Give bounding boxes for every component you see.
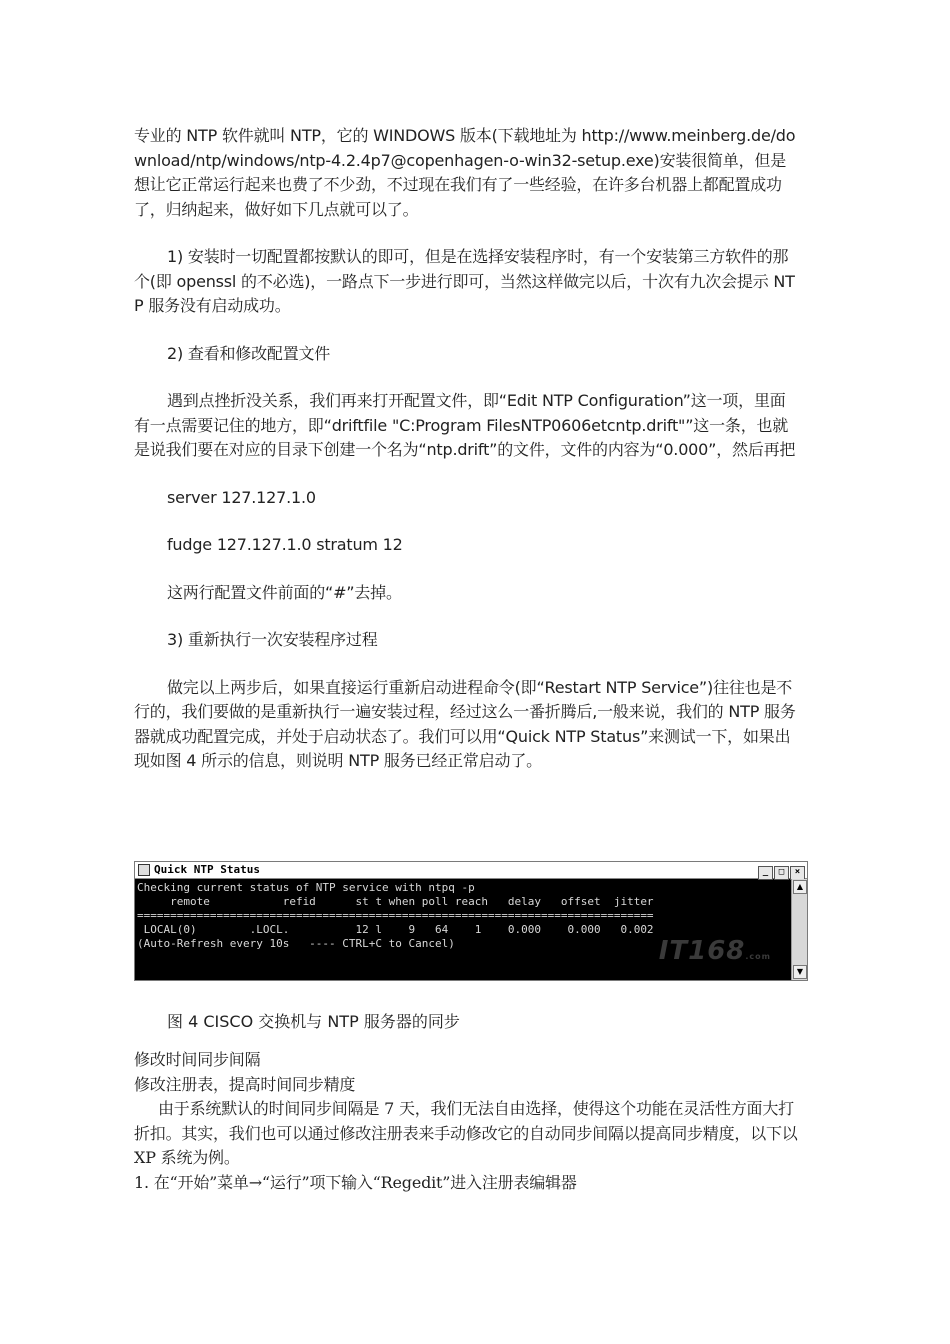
article-body [134, 124, 799, 774]
scroll-down-arrow-icon[interactable]: ▼ [793, 965, 807, 979]
scrollbar[interactable] [791, 879, 807, 980]
section-heading-interval: 修改时间同步间隔 [134, 1050, 261, 1069]
figure-caption: 图 4 CISCO 交换机与 NTP 服务器的同步 [167, 1012, 460, 1031]
console-line-checking: Checking current status of NTP service with ntpq -p [137, 881, 475, 894]
paragraph-remove-hash: 这两行配置文件前面的“#”去掉。 [167, 582, 402, 602]
paragraph-step1: 1) 安装时一切配置都按默认的即可，但是在选择安装程序时，有一个安装第三方软件的那个(即 openssl 的不必选)，一路点下一步进行即可，当然这样做完以后，十次有九次会提示 NTP 服务没有启动成功。 [134, 247, 795, 315]
console-header: remote refid st t when poll reach delay offset jitter [137, 895, 654, 908]
paragraph-intro: 专业的 NTP 软件就叫 NTP，它的 WINDOWS 版本(下载地址为 http://www.meinberg.de/download/ntp/windows/ntp-4.2.4p7@copenhagen-o-win32-setup.exe)安装很简单，但是想让它正常运行起来也费了不少劲，不过现在我们有了一些经验，在许多台机器上都配置成功了，归纳起来，做好如下几点就可以了。 [134, 126, 796, 219]
paragraph-restart: 做完以上两步后，如果直接运行重新启动进程命令(即“Restart NTP Service”)往往也是不行的，我们要做的是重新执行一遍安装过程，经过这么一番折腾后,一般来说，我们的 NTP 服务器就成功配置完成，并处于启动状态了。我们可以用“Quick NTP Status”来测试一下，如果出现如图 4 所示的信息，则说明 NTP 服务已经正常启动了。 [134, 677, 796, 770]
console-icon [138, 864, 150, 876]
console-divider: ============================================================================== [137, 909, 654, 922]
quick-ntp-status-window [134, 861, 808, 981]
registry-section [134, 1048, 799, 1195]
paragraph-regedit-step: 1. 在“开始”菜单→“运行”项下输入“Regedit”进入注册表编辑器 [134, 1172, 577, 1192]
scroll-up-arrow-icon[interactable]: ▲ [793, 880, 807, 894]
maximize-button[interactable]: □ [774, 866, 789, 880]
window-title: Quick NTP Status [154, 863, 260, 876]
it168-watermark: IT168.com [658, 936, 771, 966]
paragraph-step2-heading: 2) 查看和修改配置文件 [167, 343, 331, 363]
paragraph-step3-heading: 3) 重新执行一次安装程序过程 [167, 630, 378, 649]
config-line-server: server 127.127.1.0 [167, 487, 316, 507]
paragraph-config: 遇到点挫折没关系，我们再来打开配置文件，即“Edit NTP Configuration”这一项，里面有一点需要记住的地方，即“driftfile "C:Program FilesNTP0606etcntp.drift"”这一条，也就是说我们要在对应的目录下创建一个名为“ntp.drift”的文件，文件的内容为“0.000”，然后再把 [134, 391, 796, 459]
config-line-fudge: fudge 127.127.1.0 stratum 12 [167, 535, 403, 554]
section-heading-registry: 修改注册表，提高时间同步精度 [134, 1074, 356, 1094]
console-row-local: LOCAL(0) .LOCL. 12 l 9 64 1 0.000 0.000 0.002 [137, 923, 654, 936]
minimize-button[interactable]: _ [758, 866, 773, 880]
close-button[interactable]: × [790, 866, 805, 880]
window-titlebar [135, 862, 807, 879]
paragraph-registry: 由于系统默认的时间同步间隔是 7 天，我们无法自由选择，使得这个功能在灵活性方面大打折扣。其实，我们也可以通过修改注册表来手动修改它的自动同步间隔以提高同步精度，以下以 XP 系统为例。 [134, 1099, 798, 1167]
console-footer: (Auto-Refresh every 10s ---- CTRL+C to Cancel) [137, 937, 455, 950]
